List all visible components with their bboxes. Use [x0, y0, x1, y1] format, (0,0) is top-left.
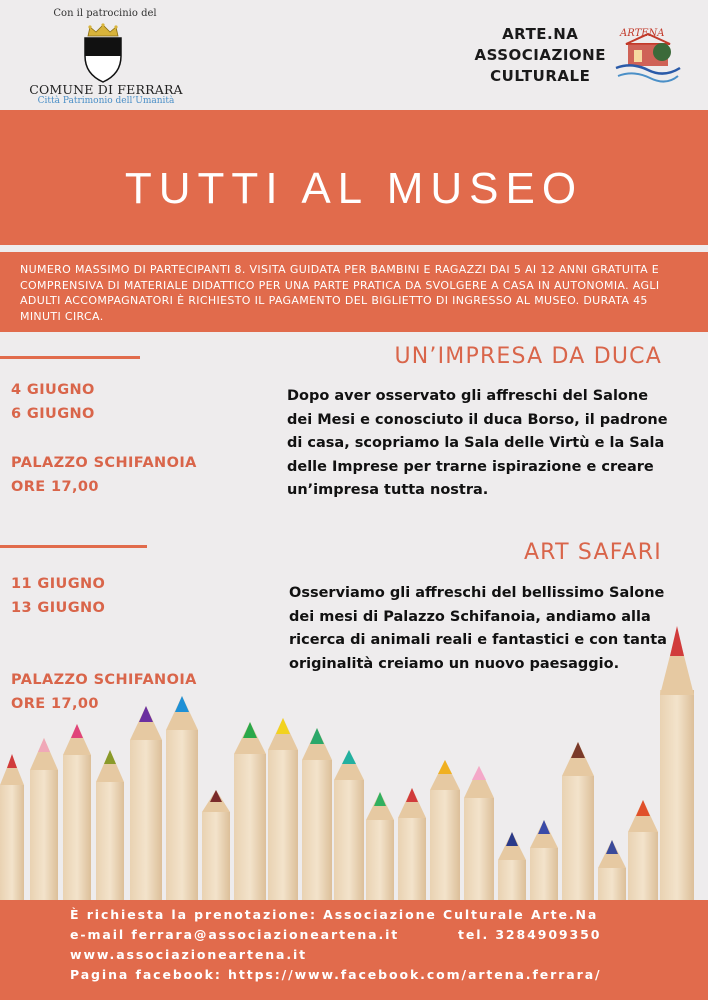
- event-dates: [11, 572, 105, 620]
- description-line: ricerca di animali reali e fantastici e con tanta: [289, 632, 667, 648]
- event-date: 4 GIUGNO: [11, 382, 95, 398]
- event-time: ORE 17,00: [11, 479, 99, 495]
- event-date: 11 GIUGNO: [11, 576, 106, 592]
- patronage-text: Con il patrocinio del: [53, 8, 157, 19]
- event-dates: [11, 378, 95, 426]
- event-place: PALAZZO SCHIFANOIA: [11, 455, 197, 471]
- comune-name: COMUNE DI FERRARA: [29, 82, 183, 97]
- event-title: UN’IMPRESA DA DUCA: [394, 344, 662, 369]
- description-line: di casa, scopriamo la Sala delle Virtù e la Sala: [287, 435, 665, 451]
- event-date: 13 GIUGNO: [11, 600, 106, 616]
- description-line: un’impresa tutta nostra.: [287, 482, 489, 498]
- section-divider: [0, 356, 140, 359]
- event-time: ORE 17,00: [11, 696, 99, 712]
- association-line: ARTE.NA: [502, 25, 579, 43]
- description-line: originalità creiamo un nuovo paesaggio.: [289, 655, 620, 672]
- booking-text: È richiesta la prenotazione: Associazione Culturale Arte.Na: [70, 907, 599, 922]
- pencils-group: [0, 690, 694, 900]
- comune-subtitle: Città Patrimonio dell’Umanità: [37, 96, 175, 106]
- event-title: ART SAFARI: [523, 540, 662, 565]
- event-venue: [11, 451, 197, 499]
- association-line: ASSOCIAZIONE: [474, 46, 606, 64]
- association-name: [474, 24, 606, 87]
- description-line: Osserviamo gli affreschi del bellissimo Salone: [289, 585, 665, 601]
- description-line: delle Imprese per trarne ispirazione e creare: [287, 458, 654, 475]
- event-date: 6 GIUGNO: [11, 406, 95, 422]
- phone-text[interactable]: tel. 3284909350: [458, 927, 602, 942]
- ferrara-crest-icon: [80, 22, 126, 84]
- info-text: NUMERO MASSIMO DI PARTECIPANTI 8. VISITA GUIDATA PER BAMBINI E RAGAZZI DAI 5 AI 12 ANNI GRATUITA E COMPRENSIVA DI MATERIALE DIDATTICO PER UNA PARTE PRATICA DA SVOLGERE A CASA IN AUTONOMIA. AGLI ADULTI ACCOMPAGNATORI È RICHIESTO IL PAGAMENTO DEL BIGLIETTO DI INGRESSO AL MUSEO. DURATA 45 MINUTI CIRCA.: [20, 263, 660, 323]
- poster-title: TUTTI AL MUSEO: [124, 164, 584, 213]
- event-description: [287, 385, 687, 503]
- event-venue: [11, 668, 197, 716]
- section-divider: [0, 545, 147, 548]
- artena-logo: [612, 22, 684, 86]
- pencils-illustration: [0, 690, 708, 900]
- facebook-link[interactable]: Pagina facebook: https://www.facebook.com/artena.ferrara/: [70, 967, 602, 982]
- email-text[interactable]: e-mail ferrara@associazioneartena.it: [70, 927, 400, 942]
- description-line: dei Mesi e conosciuto il duca Borso, il padrone: [287, 411, 668, 428]
- association-line: CULTURALE: [490, 67, 591, 85]
- logo-text: ARTENA: [620, 28, 665, 39]
- description-line: dei mesi di Palazzo Schifanoia, andiamo alla: [289, 608, 651, 625]
- event-place: PALAZZO SCHIFANOIA: [11, 672, 197, 688]
- website-link[interactable]: www.associazioneartena.it: [70, 947, 308, 962]
- event-description: [289, 582, 689, 676]
- description-line: Dopo aver osservato gli affreschi del Salone: [287, 388, 649, 404]
